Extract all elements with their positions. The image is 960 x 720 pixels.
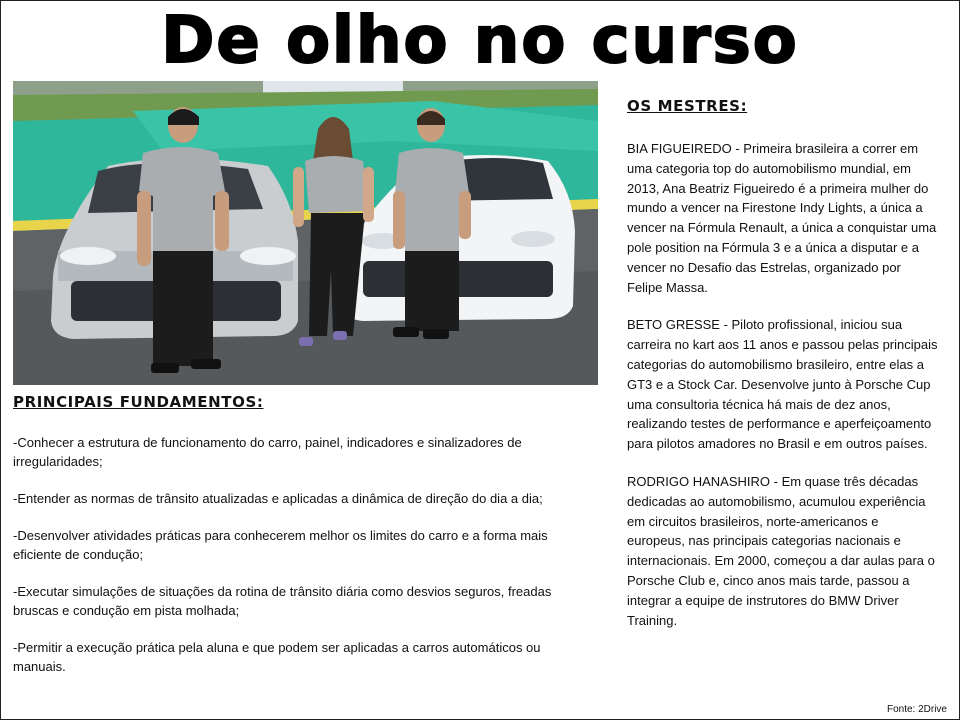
bio-beto-gresse: BETO GRESSE - Piloto profissional, iniciou sua carreira no kart aos 11 anos e passou pelas principais categorias do automobilismo brasileiro, entre elas a GT3 e a Stock Car. Desenvolve junto à Porsche Cup uma consultoria técnica há mais de dez anos, realizando testes de performance e aperfeiçoamento para pilotos amadores no Brasil e em outros países. bbox=[627, 317, 938, 452]
fundamento-item: -Entender as normas de trânsito atualizadas e aplicadas a dinâmica de direção do dia a dia; bbox=[13, 491, 543, 506]
mestres-section bbox=[627, 97, 939, 648]
fundamento-item: -Desenvolver atividades práticas para conhecerem melhor os limites do carro e a forma mais eficiente de condução; bbox=[13, 528, 548, 562]
bio-bia-figueiredo: BIA FIGUEIREDO - Primeira brasileira a correr em uma categoria top do automobilismo mundial, em 2013, Ana Beatriz Figueiredo é a primeira mulher do mundo a vencer na Firestone Indy Lights, a única a vencer na Fórmula Renault, a única a conquistar uma pole position na Fórmula 3 e a única a disputar e a vencer no Desafio das Estrelas, organizado por Felipe Massa. bbox=[627, 141, 937, 295]
bio-rodrigo-hanashiro: RODRIGO HANASHIRO - Em quase três décadas dedicadas ao automobilismo, acumulou experiência em circuitos brasileiros, norte-americanos e europeus, nas principais categorias nacionais e internacionais. Em 2000, começou a dar aulas para o Porsche Club e, cinco anos mais tarde, passou a integrar a equipe de instrutores do BMW Driver Training. bbox=[627, 473, 935, 628]
fundamento-item: -Conhecer a estrutura de funcionamento do carro, painel, indicadores e sinalizadores de irregularidades; bbox=[13, 435, 522, 469]
fundamentos-list bbox=[13, 433, 573, 676]
fundamento-item: -Permitir a execução prática pela aluna e que podem ser aplicadas a carros automáticos ou manuais. bbox=[13, 640, 541, 674]
instructors-photo bbox=[13, 81, 598, 385]
fundamentos-heading: PRINCIPAIS FUNDAMENTOS: bbox=[13, 393, 264, 411]
photo-illustration bbox=[13, 81, 598, 385]
source-credit: Fonte: 2Drive bbox=[886, 704, 947, 715]
page-title: De olho no curso bbox=[161, 4, 799, 78]
mestres-heading: OS MESTRES: bbox=[627, 97, 748, 115]
fundamentos-section bbox=[13, 393, 573, 694]
fundamento-item: -Executar simulações de situações da rotina de trânsito diária como desvios seguros, freadas bruscas e condução em pista molhada; bbox=[13, 584, 552, 618]
